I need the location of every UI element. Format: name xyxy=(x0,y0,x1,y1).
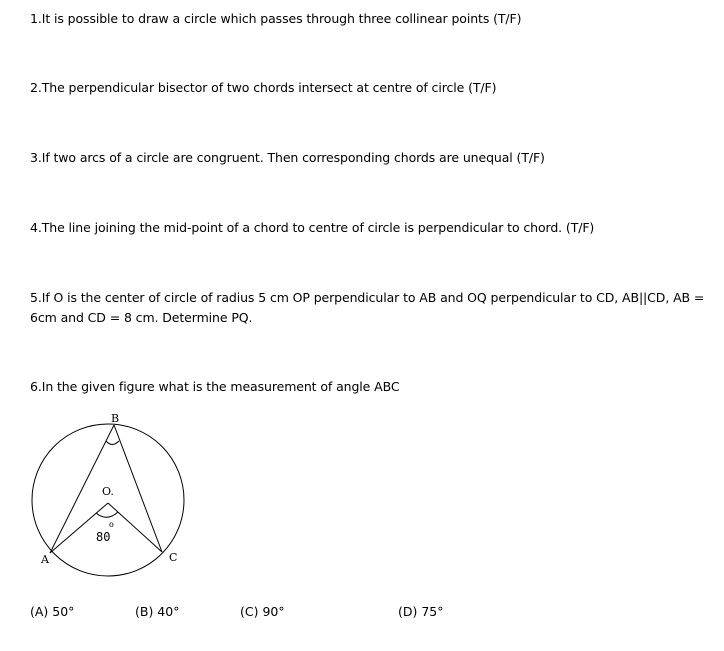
label-o: O. xyxy=(102,485,114,498)
circle-figure xyxy=(28,408,193,580)
radius-oa xyxy=(50,503,111,553)
question-5: 5.If O is the center of circle of radius 5 cm OP perpendicular to AB and OQ perpendicular to CD, AB||CD, AB = 6cm and CD = 8 cm. Determine PQ. xyxy=(30,290,705,325)
chord-bc xyxy=(114,425,162,552)
circle-outline xyxy=(32,424,184,576)
option-d: (D) 75° xyxy=(398,604,444,619)
option-b: (B) 40° xyxy=(135,604,180,619)
question-6: 6.In the given figure what is the measurement of angle ABC xyxy=(30,379,400,394)
question-1: 1.It is possible to draw a circle which passes through three collinear points (T/F) xyxy=(30,11,522,26)
question-3: 3.If two arcs of a circle are congruent. Then corresponding chords are unequal (T/F) xyxy=(30,150,545,165)
angle-arc-o xyxy=(96,512,118,517)
question-4: 4.The line joining the mid-point of a chord to centre of circle is perpendicular to chord. (T/F) xyxy=(30,220,595,235)
angle-arc-b xyxy=(106,441,119,445)
option-a: (A) 50° xyxy=(30,604,75,619)
label-a: A xyxy=(41,553,49,566)
radius-oc xyxy=(108,503,162,552)
circle-figure-svg xyxy=(28,408,193,580)
question-2: 2.The perpendicular bisector of two chords intersect at centre of circle (T/F) xyxy=(30,80,497,95)
option-c: (C) 90° xyxy=(240,604,285,619)
angle-value: 80 xyxy=(96,530,111,544)
label-b: B xyxy=(111,412,120,425)
label-c: C xyxy=(169,551,178,564)
degree-mark: o xyxy=(109,520,114,529)
